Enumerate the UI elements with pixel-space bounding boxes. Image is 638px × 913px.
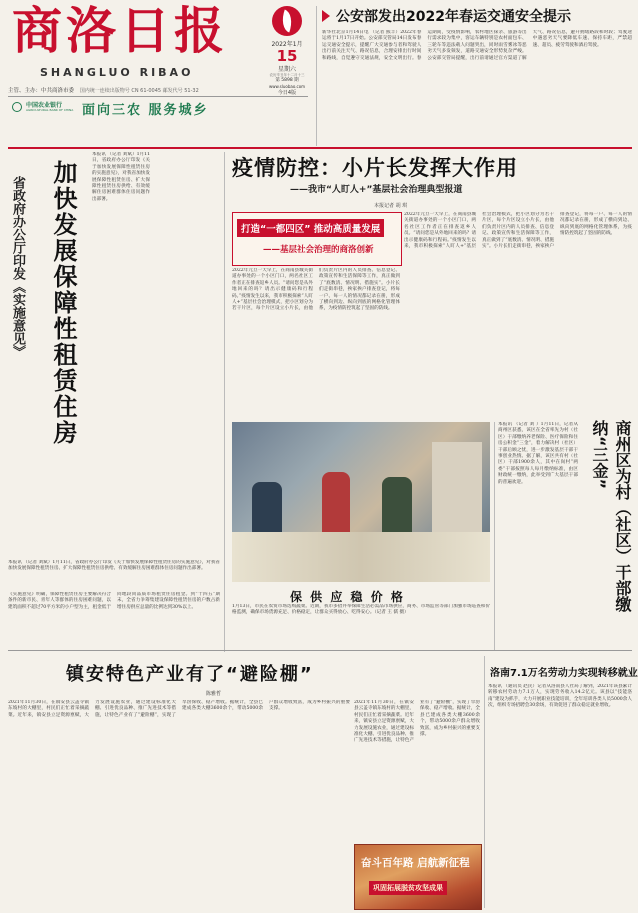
issue-number: 第 5898 期	[275, 78, 299, 83]
left-body-bottom-2: 本报讯 （记者 刘斌）1月11日，省政府办公厅印发《关于加快发展保障性租赁住房的实施意见》，对我省加快发展保障性租赁住房、扩大保障性租赁住房供给、有效缓解住房困难群体住房问题作出部署。	[8, 560, 220, 572]
bank-slogan: 面向三农 服务城乡	[82, 103, 209, 118]
top-news-title: 公安部发出2022年春运交通安全提示	[336, 9, 571, 25]
left-body-bottom: 《实施意见》明确，保障性租赁住房主要解决符合条件的新市民、青年人等群体的住房困难问题，以建筑面积不超过70平方米的小户型为主，租金低于同地段同品质市场租赁住房租金。到“十四五”期末，全省力争筹集建设保障性租赁住房的户数占新增住房供应总量的比例达到30%以上。	[8, 592, 220, 610]
masthead-bottom-rule	[8, 147, 632, 149]
market-photo	[232, 422, 490, 582]
main-story-subtitle: ——我市“人盯人+”基层社会治理典型报道	[290, 185, 463, 195]
bottom-story-body: 2021年11月30日，在镇安县云盖寺镇东坡村的大棚里，村民们正忙着采摘蔬菜。近年来，镇安县立足资源禀赋，大力发展设施农业，通过建设标准化大棚、引进优良品种、推广先进技术等措施，让特色产业有了“避险棚”，实现了旱涝保收、稳产增收。据统计，全县已建成各类大棚3600余个，带动5000余户群众增收致富，成为乡村振兴的重要支撑。	[8, 700, 350, 718]
photo-caption-text: 1月13日，市民在农贸市场选购蔬菜。近期，我市多措并举保障生活必需品市场供应，商务、市场监管等部门加强市场巡查和价格监测，确保市场货源充足、价格稳定，让群众买得放心、吃得安心。（记者 王 儒 摄）	[232, 604, 490, 616]
left-column-separator	[224, 152, 225, 652]
issue-date: 2022年1月	[271, 41, 303, 48]
bottom-story-body-2: 2021年11月30日，在镇安县云盖寺镇东坡村的大棚里，村民们正忙着采摘蔬菜。近年来，镇安县立足资源禀赋，大力发展设施农业，通过建设标准化大棚、引进优良品种、推广先进技术等措施，让特色产业有了“避险棚”，实现了旱涝保收、稳产增收。据统计，全县已建成各类大棚3600余个，带动5000余户群众增收致富，成为乡村振兴的重要支撑。	[354, 700, 480, 744]
date-box	[262, 6, 312, 120]
bottom-ad-banner	[354, 844, 482, 910]
issue-weekday: 星期六	[277, 66, 296, 73]
bottom-story-title: 镇安特色产业有了“避险棚”	[66, 664, 314, 685]
newspaper-title: 商洛日报	[12, 1, 228, 60]
sponsor-line	[8, 86, 199, 94]
main-story-body-col1: 2022年元旦一天早上，在商南县城关街道办事处的一个小区门口，两名社区工作者正在排查返乡人员。“请问您是从外地回来的吗？请出示健康码和行程码。”疫情发生以来，我市积极探索“人盯人+”基层社会治理模式，把小区划分为若干片区，每个片区设立小片长，由他们负责片区内的人员排查、信息登记、政策宣传和生活保障等工作，真正做到了“底数清、情况明、措施实”。小片长们走街串巷，挨家挨户排查登记，将每一户、每一人的情况都记录在册，形成了横向到边、纵向到底的网格化管理体系，为疫情防控筑起了坚固的防线。	[232, 268, 400, 312]
left-title: 加快发展保障性租赁住房	[49, 160, 77, 446]
masthead-date-separator	[316, 6, 317, 146]
bottom-story-byline: 陈雅哲	[206, 691, 222, 697]
banner-line-2: ——基层社会治理的商洛创新	[263, 245, 374, 255]
bank-name-en: AGRICULTURAL BANK OF CHINA	[26, 108, 74, 112]
left-body-top: 本报讯 （记者 刘斌）1月11日，省政府办公厅印发《关于加快发展保障性租赁住房的实施意见》，对我省加快发展保障性租赁住房、扩大保障性租赁住房供给、有效缓解住房困难群体住房问题作出部署。	[92, 152, 150, 202]
newspaper-pinyin: SHANGLUO RIBAO	[40, 66, 194, 79]
left-kicker: 省政府办公厅印发《实施意见》	[10, 176, 25, 358]
main-story-body-col2: 2022年元旦一天早上，在商南县城关街道办事处的一个小区门口，两名社区工作者正在排查返乡人员。“请问您是从外地回来的吗？请出示健康码和行程码。”疫情发生以来，我市积极探索“人盯人+”基层社会治理模式，把小区划分为若干片区，每个片区设立小片长，由他们负责片区内的人员排查、信息登记、政策宣传和生活保障等工作，真正做到了“底数清、情况明、措施实”。小片长们走街串巷，挨家挨户排查登记，将每一户、每一人的情况都记录在册，形成了横向到边、纵向到底的网格化管理体系，为疫情防控筑起了坚固的防线。	[404, 212, 632, 250]
page-count: 今日4版	[277, 90, 297, 96]
right-column-title: 商州区为村（社区）干部缴纳“三金”	[590, 420, 632, 612]
website: www.sluobao.com	[268, 84, 306, 89]
bottom-right-title: 洛南7.1万名劳动力实现转移就业	[490, 668, 638, 679]
ad-line-2: 巩固拓展脱贫攻坚成果	[369, 881, 447, 895]
mid-page-rule	[8, 650, 632, 651]
bank-logo	[12, 102, 22, 112]
right-column-separator	[494, 422, 495, 650]
bank-name: 中国农业银行	[26, 102, 63, 109]
bottom-right-separator	[484, 656, 485, 908]
photo-caption-title: 保 供 应 稳 价 格	[290, 590, 405, 604]
bottom-right-body: 本报讯 （通讯员 赵民）记者从洛南县人社局了解到，2021年该县累计转移农村劳动力7.1万人，实现劳务收入14.2亿元。该县以“技能洛南”建设为抓手，大力开展职业技能培训，全年培训各类人员5000余人次，组织专场招聘会30余场，有效促进了群众稳定就业增收。	[488, 684, 632, 709]
banner-line-1: 打造“一都四区” 推动高质量发展	[237, 219, 384, 237]
issue-day: 15	[276, 47, 298, 65]
main-story-byline: 本报记者 胡 琪	[374, 203, 408, 209]
ad-line-1: 奋斗百年路 启航新征程	[361, 857, 470, 869]
right-column-body: 本报讯 （记者 刘 ）1月11日，记者从商州区获悉，该区在全省率先为村（社区）干部缴纳养老保险、医疗保险和住房公积金“三金”，着力解决村（社区）干部后顾之忧，进一步激发基层干部干事创业热情。据了解，该区共有村（社区）干部1900余人，其中在岗村“两委”干部按照每人每月缴纳标准，由区财政统一缴纳，此举受到广大基层干部的普遍欢迎。	[498, 422, 578, 485]
top-news-marker-icon	[322, 10, 330, 22]
main-story-banner	[232, 212, 402, 266]
top-news	[322, 6, 632, 146]
top-news-body: 新华社北京1月14日电 （记者 熊丰）2022年春运将于1月17日开始。公安部交管局14日发布春运交通安全提示，提醒广大交通参与者和驾驶人出行前关注天气、路况信息，合理安排出行时间和路线，自觉遵守交通法规，安全文明出行。春运期间，受疫情影响，农村地区探亲、旅游等出行需求较为集中，客运车辆特别是农村面包车、三轮车等违法载人问题突出，同时雨雪雾冰等恶劣天气多发频发，道路交通安全形势复杂严峻。公安部交管局提醒，出行前请通过官方渠道了解天气、路况信息，避开拥堵路段和时段；驾驶途中遇恶劣天气要降低车速、保持车距，严禁超速、超员、疲劳驾驶和酒后驾驶。	[322, 30, 632, 61]
cn-number: 国内统一连续出版物号 CN 61-0045 邮发代号 51-32	[79, 88, 199, 94]
sponsor-text: 主管、主办：中共商洛市委	[8, 88, 75, 94]
paper-emblem-icon	[272, 6, 302, 36]
lunar-date: 农历辛丑年十二月十三	[269, 73, 305, 77]
main-story-title: 疫情防控：小片长发挥大作用	[232, 156, 518, 180]
